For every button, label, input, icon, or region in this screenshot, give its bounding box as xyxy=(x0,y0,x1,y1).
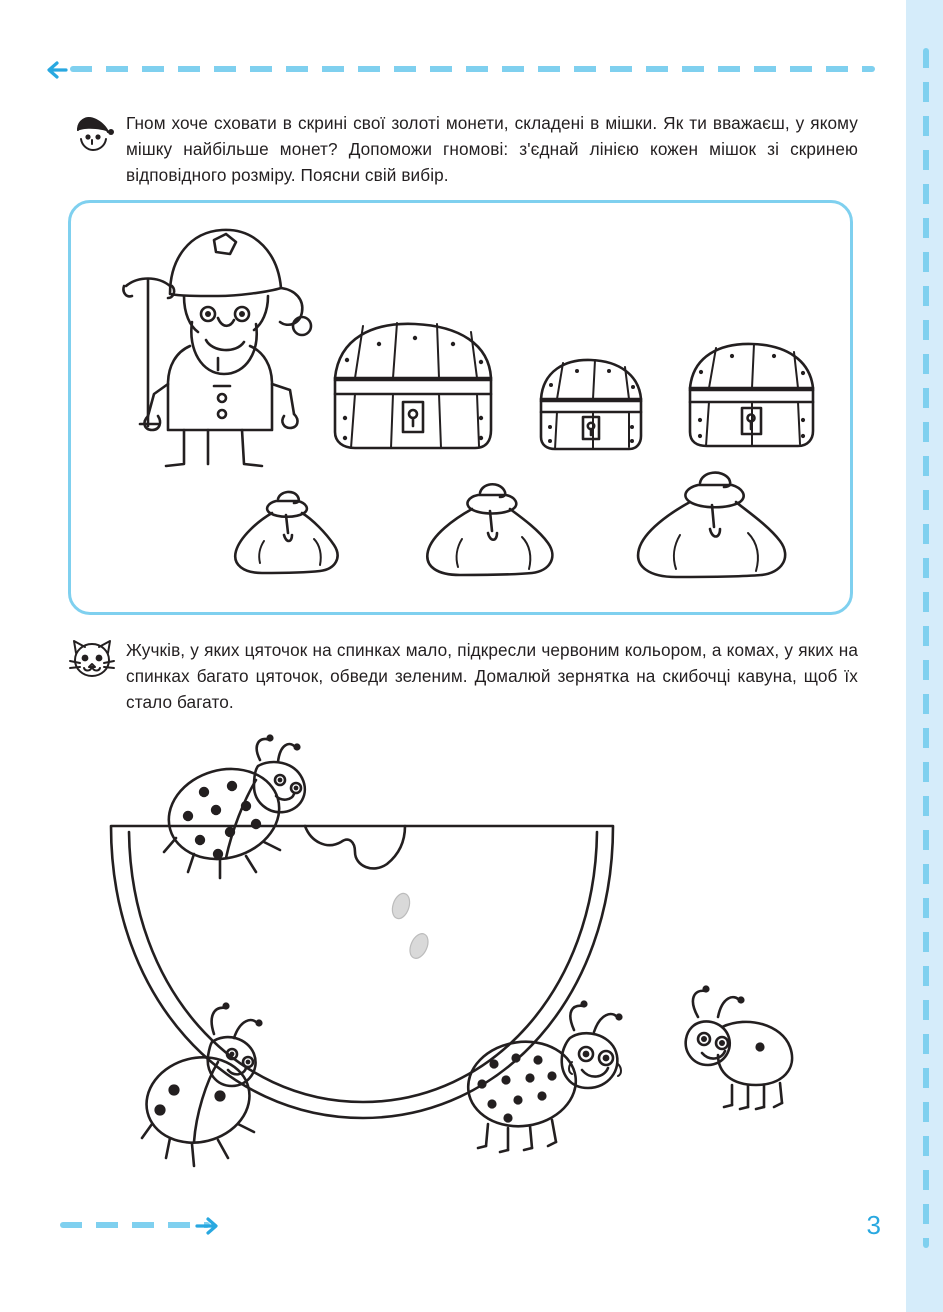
gnome-face-icon xyxy=(68,112,116,152)
wavy-edge-decoration xyxy=(885,0,907,1312)
ladybug-left xyxy=(138,1000,308,1180)
sack-small xyxy=(228,485,348,580)
sack-large xyxy=(630,465,800,583)
chest-small xyxy=(533,357,648,462)
task-text: Жучків, у яких цяточок на спинках мало, підкресли червоним кольором, а комах, у яких на спинках багато цяточок, обведи зеленим. Домалюй зернятка на скибочці кавуна, щоб їх стало багато. xyxy=(126,640,858,713)
chest-large xyxy=(325,320,500,465)
sack-medium xyxy=(420,477,565,582)
arrow-left-icon xyxy=(46,59,68,81)
bottom-dashed-rule xyxy=(60,1222,210,1228)
arrow-right-icon xyxy=(195,1215,219,1237)
task-text: Гном хоче сховати в скрині свої золоті монети, складені в мішки. Як ти вважаєш, у якому мішку найбільше монет? Допоможи гномові: з'єднай лінією кожен мішок зі скринею відповідного розміру. Поясни свій вибір. xyxy=(126,113,858,186)
bug-right xyxy=(660,985,810,1125)
bug-center xyxy=(460,1000,640,1160)
ladybug-top xyxy=(160,732,340,892)
side-dashed-rule xyxy=(923,48,929,1248)
cat-face-icon xyxy=(68,639,116,679)
page-number: 3 xyxy=(866,1210,881,1240)
gnome-figure xyxy=(118,218,328,468)
task-gnome-chests xyxy=(68,110,858,188)
task-bugs-watermelon xyxy=(68,637,858,715)
top-dashed-rule xyxy=(70,66,875,72)
chest-medium xyxy=(682,340,822,460)
